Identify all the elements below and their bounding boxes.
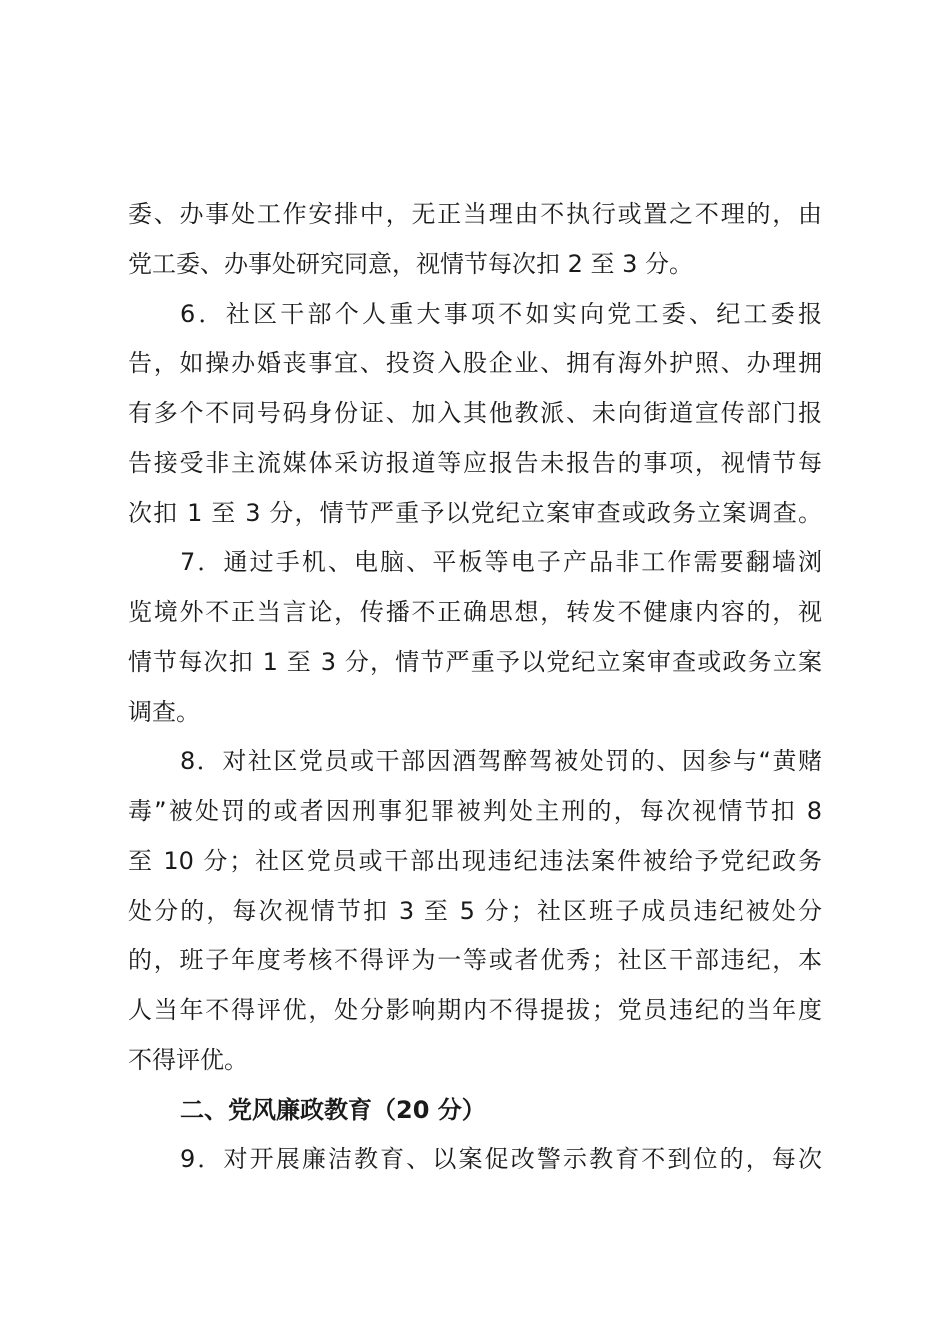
- document-page: [128, 190, 822, 1185]
- text-line: 毒”被处罚的或者因刑事犯罪被判处主刑的，每次视情节扣 8: [128, 797, 822, 825]
- text-line: 党工委、办事处研究同意，视情节每次扣 2 至 3 分。: [128, 249, 694, 278]
- text-line: 的，班子年度考核不得评为一等或者优秀；社区干部违纪，本: [128, 946, 822, 975]
- text-line: 不得评优。: [128, 1045, 248, 1074]
- text-line: 9．对开展廉洁教育、以案促改警示教育不到位的，每次: [180, 1145, 822, 1174]
- text-line: 人当年不得评优，处分影响期内不得提拔；党员违纪的当年度: [128, 996, 822, 1024]
- section-heading: 二、党风廉政教育（20 分）: [180, 1095, 486, 1124]
- text-line: 委、办事处工作安排中，无正当理由不执行或置之不理的，由: [128, 200, 822, 228]
- text-line: 情节每次扣 1 至 3 分，情节严重予以党纪立案审查或政务立案: [128, 647, 822, 676]
- text-line: 告接受非主流媒体采访报道等应报告未报告的事项，视情节每: [128, 448, 822, 477]
- text-line: 6．社区干部个人重大事项不如实向党工委、纪工委报: [180, 299, 822, 328]
- text-line: 7．通过手机、电脑、平板等电子产品非工作需要翻墙浏: [180, 548, 822, 577]
- text-line: 调查。: [128, 697, 200, 726]
- text-line: 至 10 分；社区党员或干部出现违纪违法案件被给予党纪政务: [128, 846, 822, 875]
- text-line: 览境外不正当言论，传播不正确思想，转发不健康内容的，视: [128, 598, 822, 626]
- text-line: 次扣 1 至 3 分，情节严重予以党纪立案审查或政务立案调查。: [128, 498, 822, 527]
- text-line: 有多个不同号码身份证、加入其他教派、未向街道宣传部门报: [128, 399, 822, 427]
- text-line: 8．对社区党员或干部因酒驾醉驾被处罚的、因参与“黄赌: [180, 747, 822, 776]
- text-line: 处分的，每次视情节扣 3 至 5 分；社区班子成员违纪被处分: [128, 896, 822, 925]
- text-line: 告，如操办婚丧事宜、投资入股企业、拥有海外护照、办理拥: [128, 349, 822, 378]
